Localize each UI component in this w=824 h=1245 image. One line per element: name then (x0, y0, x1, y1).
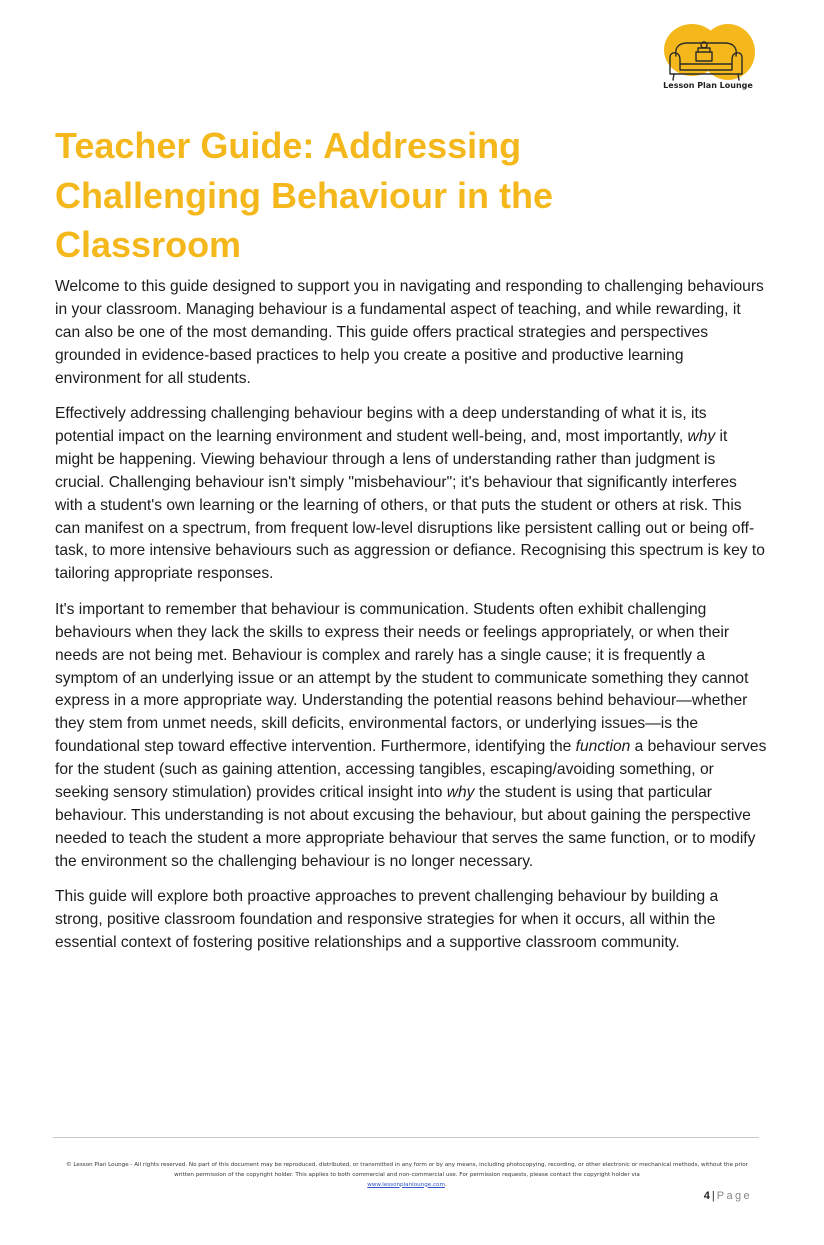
guide-body (55, 276, 767, 967)
paragraph-intro (55, 276, 767, 391)
link-suffix: . (444, 1181, 447, 1188)
paragraph-communication (55, 599, 767, 874)
text-run: it might be happening. Viewing behaviour through a lens of understanding rather than judgment is crucial. Challenging behaviour isn't simply "misbehaviour"; it's behaviour that significantly interferes with a student's own learning or the learning of others, or that puts the student or others at risk. This can manifest on a spectrum, from frequent low-level disruptions like persistent calling out or being off-task, to more intensive behaviours such as aggression or defiance. Recognising this spectrum is key to tailoring appropriate responses. (55, 427, 765, 583)
emphasis-text: why (446, 784, 475, 802)
page-number-value: 4 (703, 1190, 710, 1202)
text-run: Welcome to this guide designed to support you in navigating and responding to challenging behaviours in your classroom. Managing behaviour is a fundamental aspect of teaching, and while rewarding, it can also be one of the most demanding. This guide offers practical strategies and perspectives grounded in evidence-based practices to help you create a positive and productive learning environment for all students. (55, 278, 764, 387)
emphasis-text: function (575, 738, 631, 756)
text-run: the student is using that particular behaviour. This understanding is not about excusing the behaviour, but about gaining the perspective needed to teach the student a more appropriate behaviour that serves the same function, or to modify the environment so the challenging behaviour is no longer necessary. (55, 784, 756, 870)
footer-copyright (60, 1161, 754, 1190)
footer-divider (53, 1137, 759, 1138)
page-separator: | (711, 1190, 715, 1202)
paragraph-overview (55, 886, 767, 955)
page-title: Teacher Guide: Addressing Challenging Behaviour in the Classroom (55, 125, 554, 265)
text-run: a behaviour serves for the student (such as gaining attention, accessing tangibles, escaping/avoiding something, or seeking sensory stimulation) provides critical insight into (55, 738, 767, 802)
copyright-text: © Lesson Plan Lounge - All rights reserved. No part of this document may be reproduced, distributed, or transmitted in any form or by any means, including photocopying, recording, or other electronic or mechanical methods, without the prior written permission of the copyright holder. This applies to both commercial and non-commercial use. For permission requests, please contact the copyright holder via (66, 1162, 748, 1178)
emphasis-text: why (687, 427, 716, 445)
page-number (704, 1190, 752, 1202)
text-run: It's important to remember that behaviour is communication. Students often exhibit challenging behaviours when they lack the skills to express their needs or feelings appropriately, or when their needs are not being met. Behaviour is complex and rarely has a single cause; it is frequently a symptom of an underlying issue or an attempt by the student to communicate something they cannot express in a more appropriate way. Understanding the potential reasons behind behaviour—whether they stem from unmet needs, skill deficits, environmental factors, or underlying issues—is the foundational step toward effective intervention. Furthermore, identifying the (55, 600, 749, 756)
logo-wordmark: Lesson Plan Lounge (663, 81, 753, 90)
paragraph-understanding (55, 403, 767, 586)
page-word: Page (716, 1190, 752, 1202)
website-link[interactable]: www.lessonplanlounge.com (367, 1181, 445, 1188)
text-run: This guide will explore both proactive approaches to prevent challenging behaviour by building a strong, positive classroom foundation and responsive strategies for when it occurs, all within the essential context of fostering positive relationships and a supportive classroom community. (55, 888, 719, 951)
text-run: Effectively addressing challenging behaviour begins with a deep understanding of what it is, its potential impact on the learning environment and student well-being, and, most importantly, (55, 405, 707, 445)
